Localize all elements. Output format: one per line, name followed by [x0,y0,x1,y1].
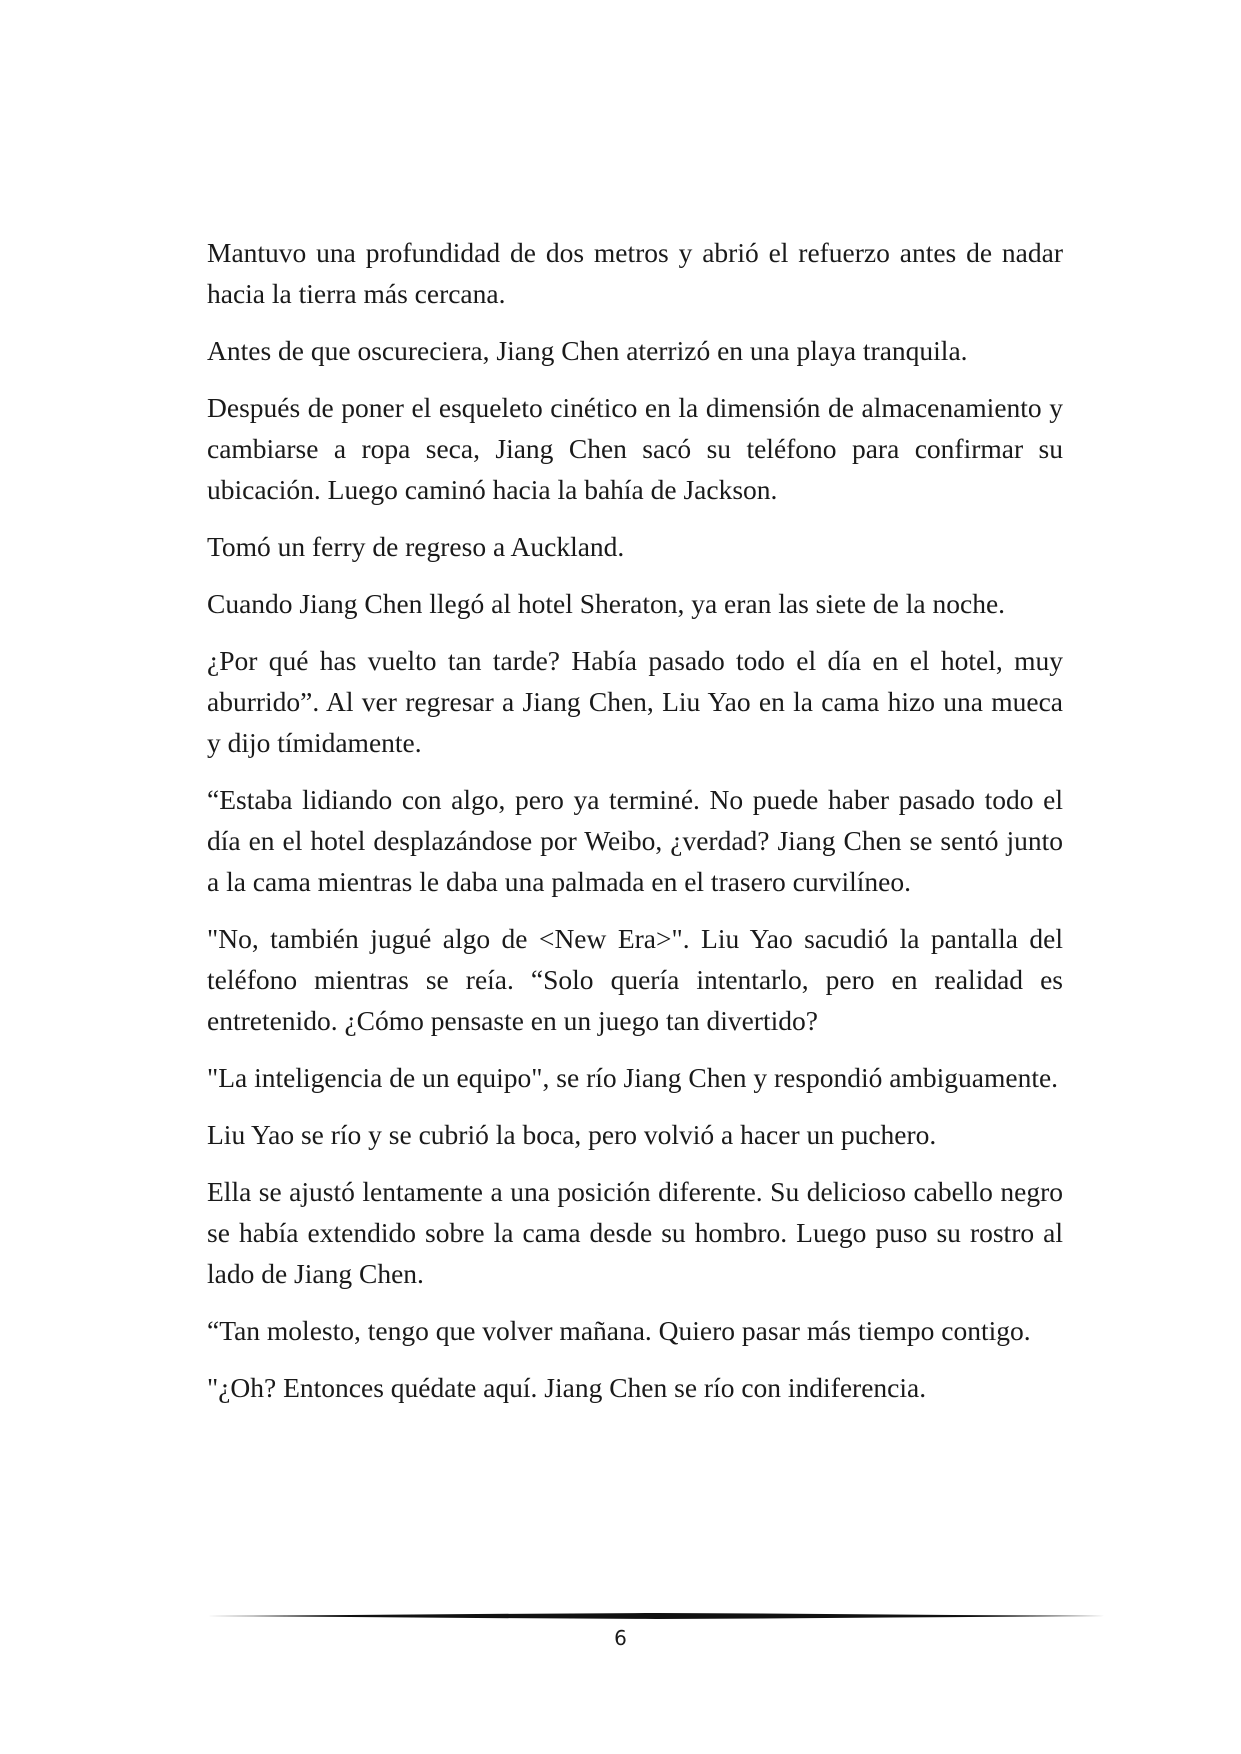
paragraph: "¿Oh? Entonces quédate aquí. Jiang Chen se río con indiferencia. [207,1372,927,1403]
paragraph: Cuando Jiang Chen llegó al hotel Sheraton, ya eran las siete de la noche. [207,588,1006,619]
paragraph: Mantuvo una profundidad de dos metros y abrió el refuerzo antes de nadar hacia la tierra más cercana. [207,237,1063,309]
footer-divider [207,1610,1105,1622]
body-text [207,232,1063,1424]
paragraph: Después de poner el esqueleto cinético en la dimensión de almacenamiento y cambiarse a ropa seca, Jiang Chen sacó su teléfono para confirmar su ubicación. Luego caminó hacia la bahía de Jackson. [207,392,1063,505]
paragraph: Antes de que oscureciera, Jiang Chen aterrizó en una playa tranquila. [207,335,968,366]
paragraph: Ella se ajustó lentamente a una posición diferente. Su delicioso cabello negro se había extendido sobre la cama desde su hombro. Luego puso su rostro al lado de Jiang Chen. [207,1176,1063,1289]
paragraph: ¿Por qué has vuelto tan tarde? Había pasado todo el día en el hotel, muy aburrido”. Al ver regresar a Jiang Chen, Liu Yao en la cama hizo una mueca y dijo tímidamente. [207,645,1063,758]
paragraph: “Estaba lidiando con algo, pero ya terminé. No puede haber pasado todo el día en el hotel desplazándose por Weibo, ¿verdad? Jiang Chen se sentó junto a la cama mientras le daba una palmada en el trasero curvilíneo. [207,784,1063,897]
paragraph: "No, también jugué algo de <New Era>". Liu Yao sacudió la pantalla del teléfono mientras se reía. “Solo quería intentarlo, pero en realidad es entretenido. ¿Cómo pensaste en un juego tan divertido? [207,923,1063,1036]
paragraph: Liu Yao se río y se cubrió la boca, pero volvió a hacer un puchero. [207,1119,937,1150]
paragraph: “Tan molesto, tengo que volver mañana. Quiero pasar más tiempo contigo. [207,1315,1031,1346]
paragraph: Tomó un ferry de regreso a Auckland. [207,531,625,562]
page-number: 6 [614,1626,627,1650]
paragraph: "La inteligencia de un equipo", se río Jiang Chen y respondió ambiguamente. [207,1062,1059,1093]
